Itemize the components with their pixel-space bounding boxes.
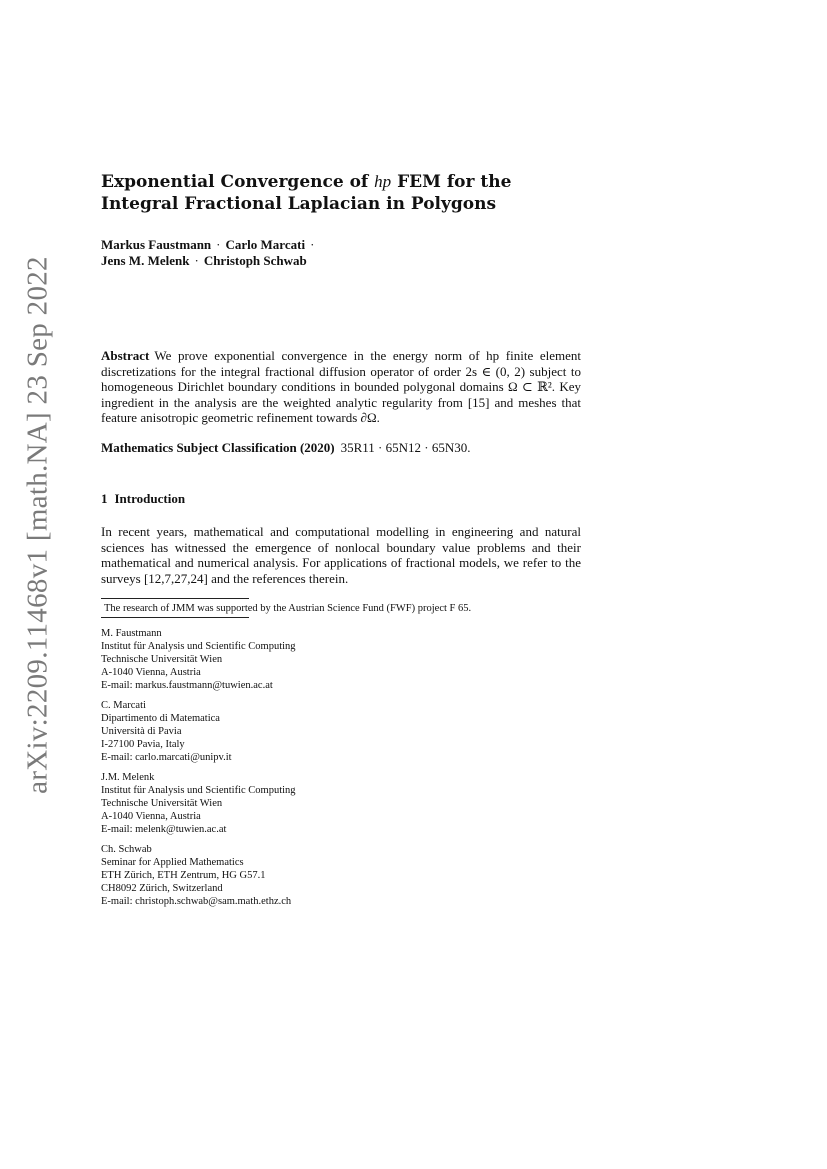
msc-label: Mathematics Subject Classification (2020) — [101, 440, 335, 455]
abstract — [101, 348, 581, 426]
section-title: Introduction — [114, 491, 186, 506]
affiliation-block — [101, 699, 521, 764]
author-separator: · — [194, 253, 199, 268]
author-row-1 — [101, 237, 319, 253]
affiliation-block — [101, 771, 521, 836]
author-separator: · — [216, 237, 221, 252]
author-name: Christoph Schwab — [203, 253, 307, 268]
footnote-rule — [101, 598, 249, 599]
abstract-text: We prove exponential convergence in the energy norm of hp finite element discretizations for the integral fractional diffusion operator of order 2s ∈ (0, 2) subject to homogeneous Dirichlet boundary conditions in bounded polygonal domains Ω ⊂ ℝ². Key ingredient in the analysis are the weighted analytic regularity from [15] and meshes that feature anisotropic geometric refinement towards ∂Ω. — [101, 348, 581, 426]
introduction-paragraph: In recent years, mathematical and computational modelling in engineering and natural sciences has witnessed the emergence of nonlocal boundary value problems and their mathematical and numerical analysis. For applications of fractional models, we refer to the surveys [12,7,27,24] and the references therein. — [101, 524, 581, 586]
affiliation-name: Ch. Schwab — [101, 844, 152, 855]
funding-footnote: The research of JMM was supported by the Austrian Science Fund (FWF) project F 65. — [104, 603, 472, 614]
footnote-rule — [101, 617, 249, 618]
author-name: Carlo Marcati — [225, 237, 306, 252]
title-line-1: Exponential Convergence of hp FEM for the — [101, 172, 512, 192]
author-row-2 — [101, 253, 319, 269]
title-math-hp: hp — [374, 172, 392, 191]
affiliation-line: CH8092 Zürich, Switzerland — [101, 883, 223, 894]
author-name: Markus Faustmann — [101, 237, 212, 252]
affiliation-line: Technische Universität Wien — [101, 654, 223, 665]
subject-classification — [101, 440, 470, 456]
affiliation-line: Università di Pavia — [101, 726, 182, 737]
paper-title — [101, 171, 601, 215]
affiliation-email: E-mail: christoph.schwab@sam.math.ethz.ch — [101, 896, 292, 907]
affiliation-name: C. Marcati — [101, 700, 146, 711]
affiliation-block — [101, 843, 521, 908]
affiliation-block — [101, 627, 521, 692]
affiliation-line: Dipartimento di Matematica — [101, 713, 220, 724]
affiliation-line: Institut für Analysis und Scientific Computing — [101, 641, 296, 652]
abstract-label: Abstract — [101, 348, 150, 363]
affiliation-email: E-mail: carlo.marcati@unipv.it — [101, 752, 232, 763]
affiliation-line: A-1040 Vienna, Austria — [101, 811, 201, 822]
affiliation-email: E-mail: markus.faustmann@tuwien.ac.at — [101, 680, 273, 691]
affiliation-line: Seminar for Applied Mathematics — [101, 857, 244, 868]
section-number: 1 — [101, 491, 108, 506]
affiliation-email: E-mail: melenk@tuwien.ac.at — [101, 824, 227, 835]
affiliation-line: I-27100 Pavia, Italy — [101, 739, 185, 750]
author-affiliations — [101, 627, 521, 915]
affiliation-line: ETH Zürich, ETH Zentrum, HG G57.1 — [101, 870, 266, 881]
section-heading — [101, 491, 185, 507]
affiliation-line: Institut für Analysis und Scientific Computing — [101, 785, 296, 796]
arxiv-stamp-text: arXiv:2209.11468v1 [math.NA] 23 Sep 2022 — [21, 256, 54, 794]
author-name: Jens M. Melenk — [101, 253, 190, 268]
affiliation-line: A-1040 Vienna, Austria — [101, 667, 201, 678]
title-line-2: Integral Fractional Laplacian in Polygons — [101, 194, 497, 214]
affiliation-line: Technische Universität Wien — [101, 798, 223, 809]
msc-codes: 35R11 · 65N12 · 65N30. — [340, 440, 471, 455]
affiliation-name: M. Faustmann — [101, 628, 162, 639]
affiliation-name: J.M. Melenk — [101, 772, 155, 783]
author-list — [101, 237, 319, 269]
author-separator: · — [310, 237, 315, 252]
